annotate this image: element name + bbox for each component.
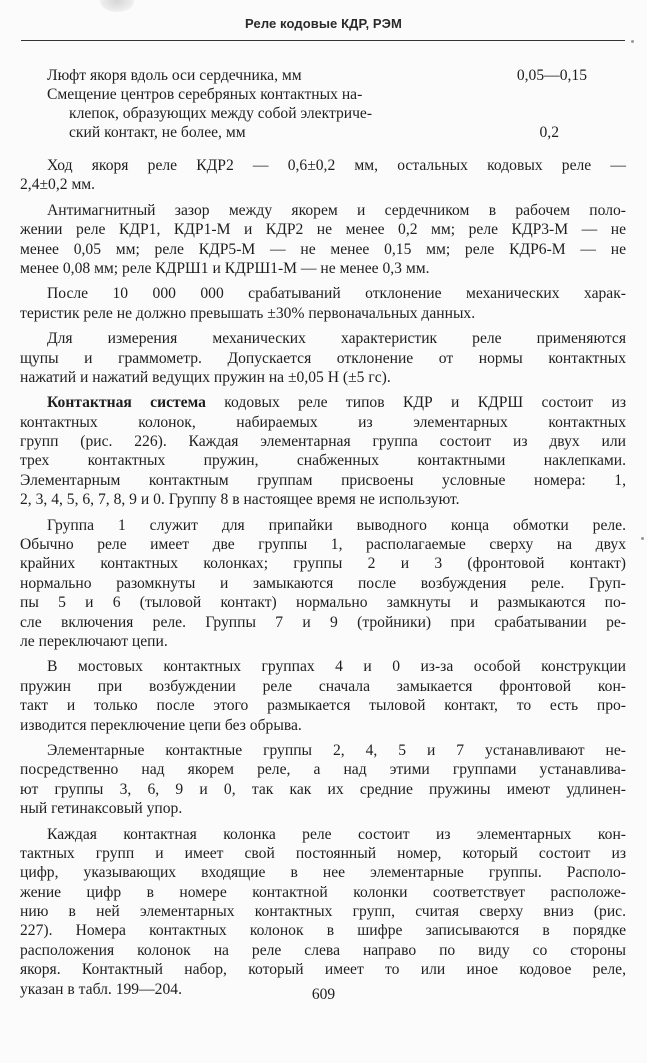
text-line: Антимагнитный зазор между якорем и сердечником в рабочем поло- [47, 201, 626, 219]
text-line: ют группы 3, 6, 9 и 0, так как их средние пружины имеют удлинен- [20, 780, 626, 798]
paragraph-group-placement [20, 741, 626, 819]
paragraph-measurement [20, 329, 626, 387]
spec-value: 0,05—0,15 [516, 67, 587, 84]
text-line: такт и только после этого размыкается тыловой контакт, то есть про- [20, 697, 626, 715]
paragraph-wear-tolerance [20, 284, 626, 323]
text-line: пы 5 и 6 (тыловой контакт) нормально замкнуты и размыкаются по- [20, 594, 626, 612]
text-line: жении реле КДР1, КДР1-М и КДР2 не менее 0,2 мм; реле КДР3-М — не [20, 221, 626, 239]
text-line: Каждая контактная колонка реле состоит из элементарных кон- [47, 825, 626, 843]
text-line: крайних контактных колонках; группы 2 и 3 (фронтовой контакт) [20, 555, 626, 573]
text-line: 2,4±0,2 мм. [20, 176, 96, 194]
body-text [20, 156, 626, 999]
text-line: Обычно реле имеет две группы 1, располагаемые сверху на двух [20, 536, 626, 554]
text-line: В мостовых контактных группах 4 и 0 из-за особой конструкции [47, 658, 626, 676]
text-line: расположения колонок на реле слева направо по виду со стороны [20, 941, 626, 959]
text-line: контактных колонок, набираемых из элементарных контактных [20, 413, 626, 431]
text-line: пружин при возбуждении реле сначала замыкается фронтовой кон- [20, 677, 626, 695]
paragraph-contact-system [20, 393, 626, 509]
text-line: 227). Номера контактных колонок в шифре записываются в порядке [20, 922, 626, 940]
text-run: кодовых реле типов КДР и КДРШ состоит из [205, 394, 626, 412]
text-line: цифр, указывающих входящие в нее элементарные группы. Располо- [20, 864, 626, 882]
spec-label: Смещение центров серебряных контактных на- [47, 86, 363, 103]
spec-row-contact-offset [47, 85, 587, 142]
paragraph-antimagnetic-gap [20, 201, 626, 279]
text-line: теристик реле не должно превышать ±30% первоначальных данных. [20, 304, 476, 322]
text-line: изводится переключение цепи без обрыва. [20, 716, 302, 734]
header-rule [21, 40, 625, 41]
text-line: групп (рис. 226). Каждая элементарная группа состоит из двух или [20, 433, 626, 451]
spec-value: 0,2 [539, 124, 559, 141]
scan-speck [641, 537, 644, 540]
spec-label: Люфт якоря вдоль оси сердечника, мм [47, 67, 302, 84]
text-line: посредственно над якорем реле, а над этими группами устанавлива- [20, 761, 626, 779]
running-header: Реле кодовые КДР, РЭМ [245, 16, 402, 31]
text-line: Элементарные контактные группы 2, 4, 5 и 7 устанавливают не- [47, 741, 626, 759]
text-line: ле переключают цепи. [20, 632, 168, 650]
paragraph-group-1 [20, 516, 626, 652]
text-line: После 10 000 000 срабатываний отклонение механических харак- [47, 285, 626, 303]
text-line: Ход якоря реле КДР2 — 0,6±0,2 мм, остальных кодовых реле — [47, 157, 626, 174]
spec-label: ский контакт, не более, мм [69, 124, 246, 141]
text-line: нажатий и нажатий ведущих пружин на ±0,05 Н (±5 гс). [20, 368, 391, 386]
text-line: сле включения реле. Группы 7 и 9 (тройники) при срабатывании ре- [20, 613, 626, 631]
text-line: Элементарным контактным группам присвоены условные номера: 1, [20, 471, 626, 489]
scan-smudge [100, 0, 134, 12]
text-line: менее 0,08 мм; реле КДРШ1 и КДРШ1-М — не менее 0,3 мм. [20, 259, 430, 277]
text-line: тактных групп и имеет свой постоянный номер, который состоит из [20, 844, 626, 862]
scan-speck [631, 40, 634, 43]
text-line: Группа 1 служит для припайки выводного конца обмотки реле. [47, 516, 626, 534]
text-line: 2, 3, 4, 5, 6, 7, 8, 9 и 0. Группу 8 в настоящее время не используют. [20, 491, 460, 509]
paragraph-contact-column [20, 825, 626, 1000]
bold-term: Контактная система [47, 394, 206, 412]
text-line: жение цифр в номере контактной колонки соответствует расположе- [20, 883, 626, 901]
spec-row-armature-play [47, 66, 587, 85]
text-line: трех контактных пружин, снабженных контактными наклепками. [20, 452, 626, 470]
text-line: менее 0,05 мм; реле КДР5-М — не менее 0,15 мм; реле КДР6-М — не [20, 240, 626, 258]
text-line: нию в ней элементарных контактных групп, считая сверху вниз (рис. [20, 903, 626, 921]
text-line: Для измерения механических характеристик реле применяются [47, 330, 626, 348]
paragraph-bridge-groups [20, 657, 626, 735]
text-line: щупы и граммометр. Допускается отклонение от нормы контактных [20, 349, 626, 367]
text-line [20, 393, 626, 412]
paragraph-armature-stroke [20, 156, 626, 195]
page-number: 609 [311, 986, 336, 1003]
text-line: якоря. Контактный набор, который имеет то или иное кодовое реле, [20, 961, 626, 979]
text-line: нормально разомкнуты и замыкаются после возбуждения реле. Груп- [20, 574, 626, 592]
text-line: указан в табл. 199—204. [20, 980, 182, 998]
text-line: ный гетинаксовый упор. [20, 800, 183, 818]
spec-label: клепок, образующих между собой электриче- [69, 105, 373, 122]
spec-table [47, 66, 587, 142]
